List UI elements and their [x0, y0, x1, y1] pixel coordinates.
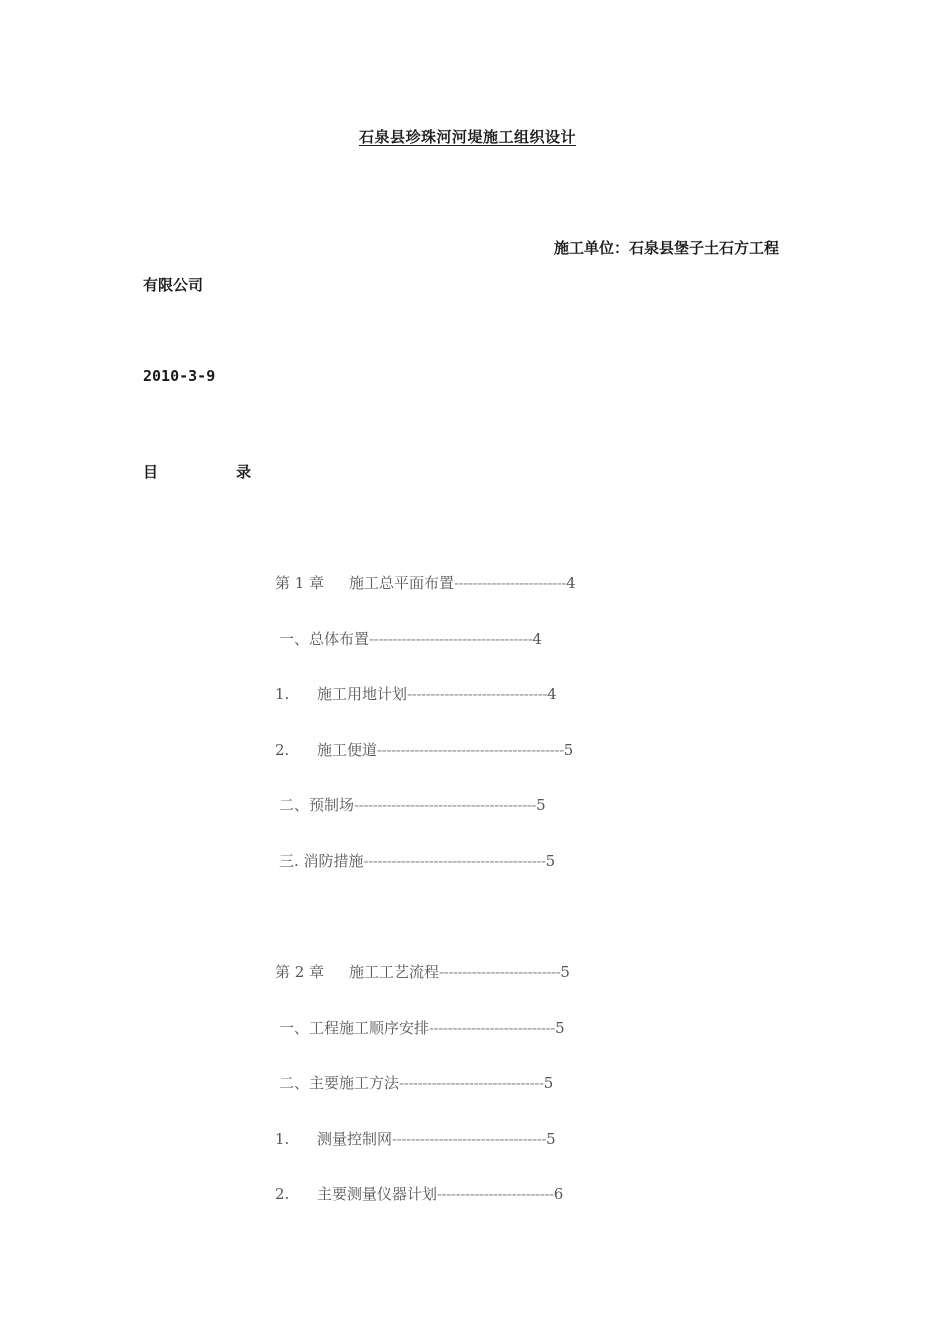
- document-title: 石泉县珍珠河河堤施工组织设计: [358, 128, 576, 146]
- toc-entry-label: 施工工艺流程: [349, 963, 440, 981]
- toc-entry-section-precast-yard[interactable]: [279, 794, 546, 815]
- toc-entry-leader: ------------------------: [454, 574, 567, 592]
- toc-entry-label: 一、总体布置: [279, 630, 370, 648]
- toc-entry-number: 1.: [275, 1130, 290, 1148]
- toc-entry-leader: -------------------------------: [399, 1074, 544, 1092]
- toc-entry-page: 5: [536, 796, 546, 814]
- toc-entry-page: 5: [560, 963, 570, 981]
- toc-entry-section-main-methods[interactable]: [279, 1072, 553, 1093]
- construction-unit-line-1: 施工单位：石泉县堡子土石方工程: [554, 239, 780, 257]
- toc-entry-page: 5: [563, 741, 574, 759]
- toc-entry-section-overall-layout[interactable]: [279, 628, 542, 649]
- toc-entry-item-survey-instruments[interactable]: [275, 1183, 563, 1204]
- toc-entry-number: 第 1 章: [275, 574, 325, 592]
- toc-entry-number: 1.: [275, 685, 290, 703]
- toc-entry-label: 三. 消防措施: [279, 852, 364, 870]
- toc-entry-leader: -----------------------------------: [369, 630, 533, 648]
- toc-entry-leader: ------------------------------: [407, 685, 548, 703]
- toc-entry-leader: ----------------------------------------: [377, 741, 564, 759]
- toc-entry-item-survey-network[interactable]: [275, 1128, 556, 1149]
- toc-entry-item-access-road[interactable]: [275, 739, 573, 760]
- construction-unit-line-2: 有限公司: [143, 276, 204, 294]
- toc-entry-page: 6: [553, 1185, 564, 1203]
- toc-heading: [143, 461, 252, 482]
- toc-entry-leader: ---------------------------------------: [354, 796, 537, 814]
- toc-entry-number: 2.: [275, 741, 290, 759]
- toc-entry-leader: ---------------------------: [429, 1019, 556, 1037]
- document-date: 2010-3-9: [143, 367, 216, 385]
- toc-entry-label: 施工用地计划: [317, 685, 408, 703]
- toc-entry-section-construction-sequence[interactable]: [279, 1017, 565, 1038]
- toc-entry-page: 5: [555, 1019, 565, 1037]
- toc-entry-number: 第 2 章: [275, 963, 325, 981]
- toc-entry-section-fire-protection[interactable]: [279, 850, 555, 871]
- toc-heading-char-1: 目: [143, 463, 159, 481]
- toc-entry-label: 一、工程施工顺序安排: [279, 1019, 430, 1037]
- toc-entry-page: 4: [547, 685, 557, 703]
- toc-entry-page: 5: [545, 852, 556, 870]
- toc-entry-page: 4: [532, 630, 542, 648]
- toc-entry-label: 二、主要施工方法: [279, 1074, 400, 1092]
- toc-entry-leader: -------------------------: [437, 1185, 554, 1203]
- toc-entry-leader: --------------------------: [439, 963, 561, 981]
- toc-entry-item-land-plan[interactable]: [275, 683, 557, 704]
- toc-entry-page: 5: [543, 1074, 554, 1092]
- toc-entry-label: 主要测量仪器计划: [317, 1185, 438, 1203]
- toc-entry-leader: ---------------------------------: [392, 1130, 547, 1148]
- toc-entry-number: 2.: [275, 1185, 290, 1203]
- toc-entry-chapter-2[interactable]: [275, 961, 570, 982]
- toc-entry-label: 施工便道: [317, 741, 378, 759]
- toc-entry-page: 5: [546, 1130, 556, 1148]
- toc-entry-label: 施工总平面布置: [349, 574, 455, 592]
- toc-entry-label: 测量控制网: [317, 1130, 393, 1148]
- toc-entry-page: 4: [566, 574, 576, 592]
- toc-entry-leader: ---------------------------------------: [363, 852, 546, 870]
- toc-entry-label: 二、预制场: [279, 796, 355, 814]
- toc-heading-char-2: 录: [236, 463, 252, 481]
- toc-entry-chapter-1[interactable]: [275, 572, 576, 593]
